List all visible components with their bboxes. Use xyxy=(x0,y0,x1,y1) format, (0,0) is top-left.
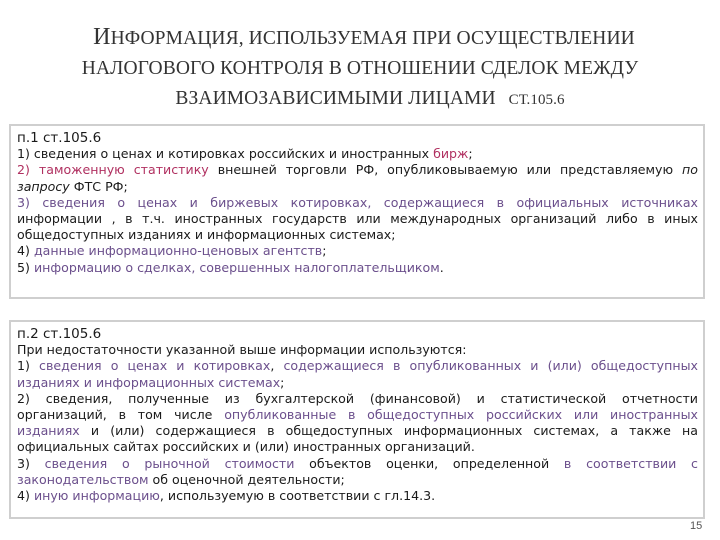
title-line-1 xyxy=(0,22,720,54)
clause-2-item-2-num: 2) xyxy=(17,390,30,406)
clause-2-item-3-mid: объектов оценки, определенной xyxy=(294,455,564,471)
clause-1-item-3-line-2: информации , в т.ч. иностранных государств или международных организаций либо в иных xyxy=(17,211,698,227)
clause-2-item-2-link-1: опубликованные в общедоступных российских или иностранных xyxy=(224,407,698,423)
title-line-2: НАЛОГОВОГО КОНТРОЛЯ В ОТНОШЕНИИ СДЕЛОК МЕЖДУ xyxy=(81,58,639,79)
title-line-3-text: ВЗАИМОЗАВИСИМЫМИ ЛИЦАМИ xyxy=(175,88,496,109)
clause-1-item-2 xyxy=(17,162,698,178)
clause-2-item-3-link-1: сведения о рыночной стоимости xyxy=(44,455,295,471)
title-article-ref: СТ.105.6 xyxy=(508,92,565,108)
clause-2-item-4-end: , используемую в соответствии с гл.14.3. xyxy=(159,488,436,504)
clause-2-item-1-mid: , xyxy=(270,358,284,374)
clause-2-item-2-text-3: и (или) содержащиеся в общедоступных информационных системах, а также на xyxy=(79,423,698,439)
clause-2-item-3-end: об оценочной деятельности; xyxy=(148,471,345,487)
clause-2-item-3-num: 3) xyxy=(17,455,45,471)
clause-1-item-5 xyxy=(17,260,698,276)
clause-1-item-2-link: 2) таможенную статистику xyxy=(17,162,209,178)
clause-1-box xyxy=(9,124,705,299)
clause-2-item-2-line-1 xyxy=(17,391,698,407)
clause-1-heading-article: ст.105.6 xyxy=(38,130,102,146)
clause-1-item-4-end: ; xyxy=(322,243,327,259)
title-initial: И xyxy=(93,24,111,50)
page-number: 15 xyxy=(690,520,703,532)
clause-2-item-1 xyxy=(17,358,698,374)
clause-2-item-1-num: 1) xyxy=(17,358,30,374)
clause-1-item-1-end: ; xyxy=(468,146,473,162)
clause-2-item-2-line-4: официальных сайтах российских и (или) иностранных организаций. xyxy=(17,439,475,455)
clause-1-item-2-cont xyxy=(17,179,698,195)
clause-2-item-1-cont xyxy=(17,375,698,391)
clause-1-item-5-num: 5) xyxy=(17,259,34,275)
clause-1-item-3-line-1: 3) сведения о ценах и биржевых котировках, содержащиеся в официальных источниках xyxy=(17,194,698,210)
clause-2-intro: При недостаточности указанной выше информации используются: xyxy=(17,342,467,358)
clause-2-item-2-text-2: организаций, в том числе xyxy=(17,407,225,423)
clause-2-item-4-num: 4) xyxy=(17,488,34,504)
clause-2-item-3-link-3: законодательством xyxy=(17,471,149,487)
clause-2-item-2-text-1: сведения, полученные из бухгалтерской (финансовой) и статистической отчетности xyxy=(45,390,698,406)
clause-1-item-2-text: внешней торговли РФ, опубликовываемую или представляемую xyxy=(208,162,683,178)
clause-2-item-4-link: иную информацию xyxy=(33,488,160,504)
clause-2-item-4 xyxy=(17,488,698,504)
clause-2-item-2-line-3 xyxy=(17,423,698,439)
clause-2-item-2-link-2: изданиях xyxy=(17,423,80,439)
clause-1-item-2-end: ФТС РФ; xyxy=(69,178,128,194)
clause-2-item-3-cont xyxy=(17,472,698,488)
title-line-1-text: НФОРМАЦИЯ, ИСПОЛЬЗУЕМАЯ ПРИ ОСУЩЕСТВЛЕНИИ xyxy=(110,28,635,49)
clause-2-item-3-link-2: в соответствии с xyxy=(563,455,698,471)
clause-1-item-2-italic-1: по xyxy=(682,162,698,178)
clause-1-item-1-text: 1) сведения о ценах и котировках российских и иностранных xyxy=(17,146,434,162)
clause-2-item-1-link-3: изданиях и информационных системах xyxy=(17,374,281,390)
slide-title xyxy=(0,22,720,115)
clause-2-item-1-end: ; xyxy=(280,374,285,390)
clause-1-item-1 xyxy=(17,146,698,162)
clause-1-item-4 xyxy=(17,243,698,259)
clause-2-item-2-line-2 xyxy=(17,407,698,423)
clause-1-item-5-link: информацию о сделках, совершенных налогоплательщиком xyxy=(33,259,440,275)
clause-1-item-1-link: бирж xyxy=(433,146,469,162)
clause-1-heading-point: п.1 xyxy=(17,130,39,146)
clause-1-item-4-num: 4) xyxy=(17,243,34,259)
clause-1-item-5-end: . xyxy=(439,259,444,275)
clause-2-item-1-link-2: содержащиеся в опубликованных и (или) общедоступных xyxy=(283,358,698,374)
clause-2-box xyxy=(9,320,705,519)
clause-1-item-4-link: данные информационно-ценовых агентств xyxy=(33,243,323,259)
clause-1-item-3-line-3: общедоступных изданиях и информационных системах; xyxy=(17,227,396,243)
clause-2-item-3 xyxy=(17,456,698,472)
clause-2-heading: п.2 ст.105.6 xyxy=(17,326,102,342)
title-line-3 xyxy=(0,84,720,115)
clause-1-item-2-italic-2: запросу xyxy=(17,178,70,194)
clause-1-heading xyxy=(17,130,698,146)
clause-2-item-1-link-1: сведения о ценах и котировках xyxy=(39,358,271,374)
